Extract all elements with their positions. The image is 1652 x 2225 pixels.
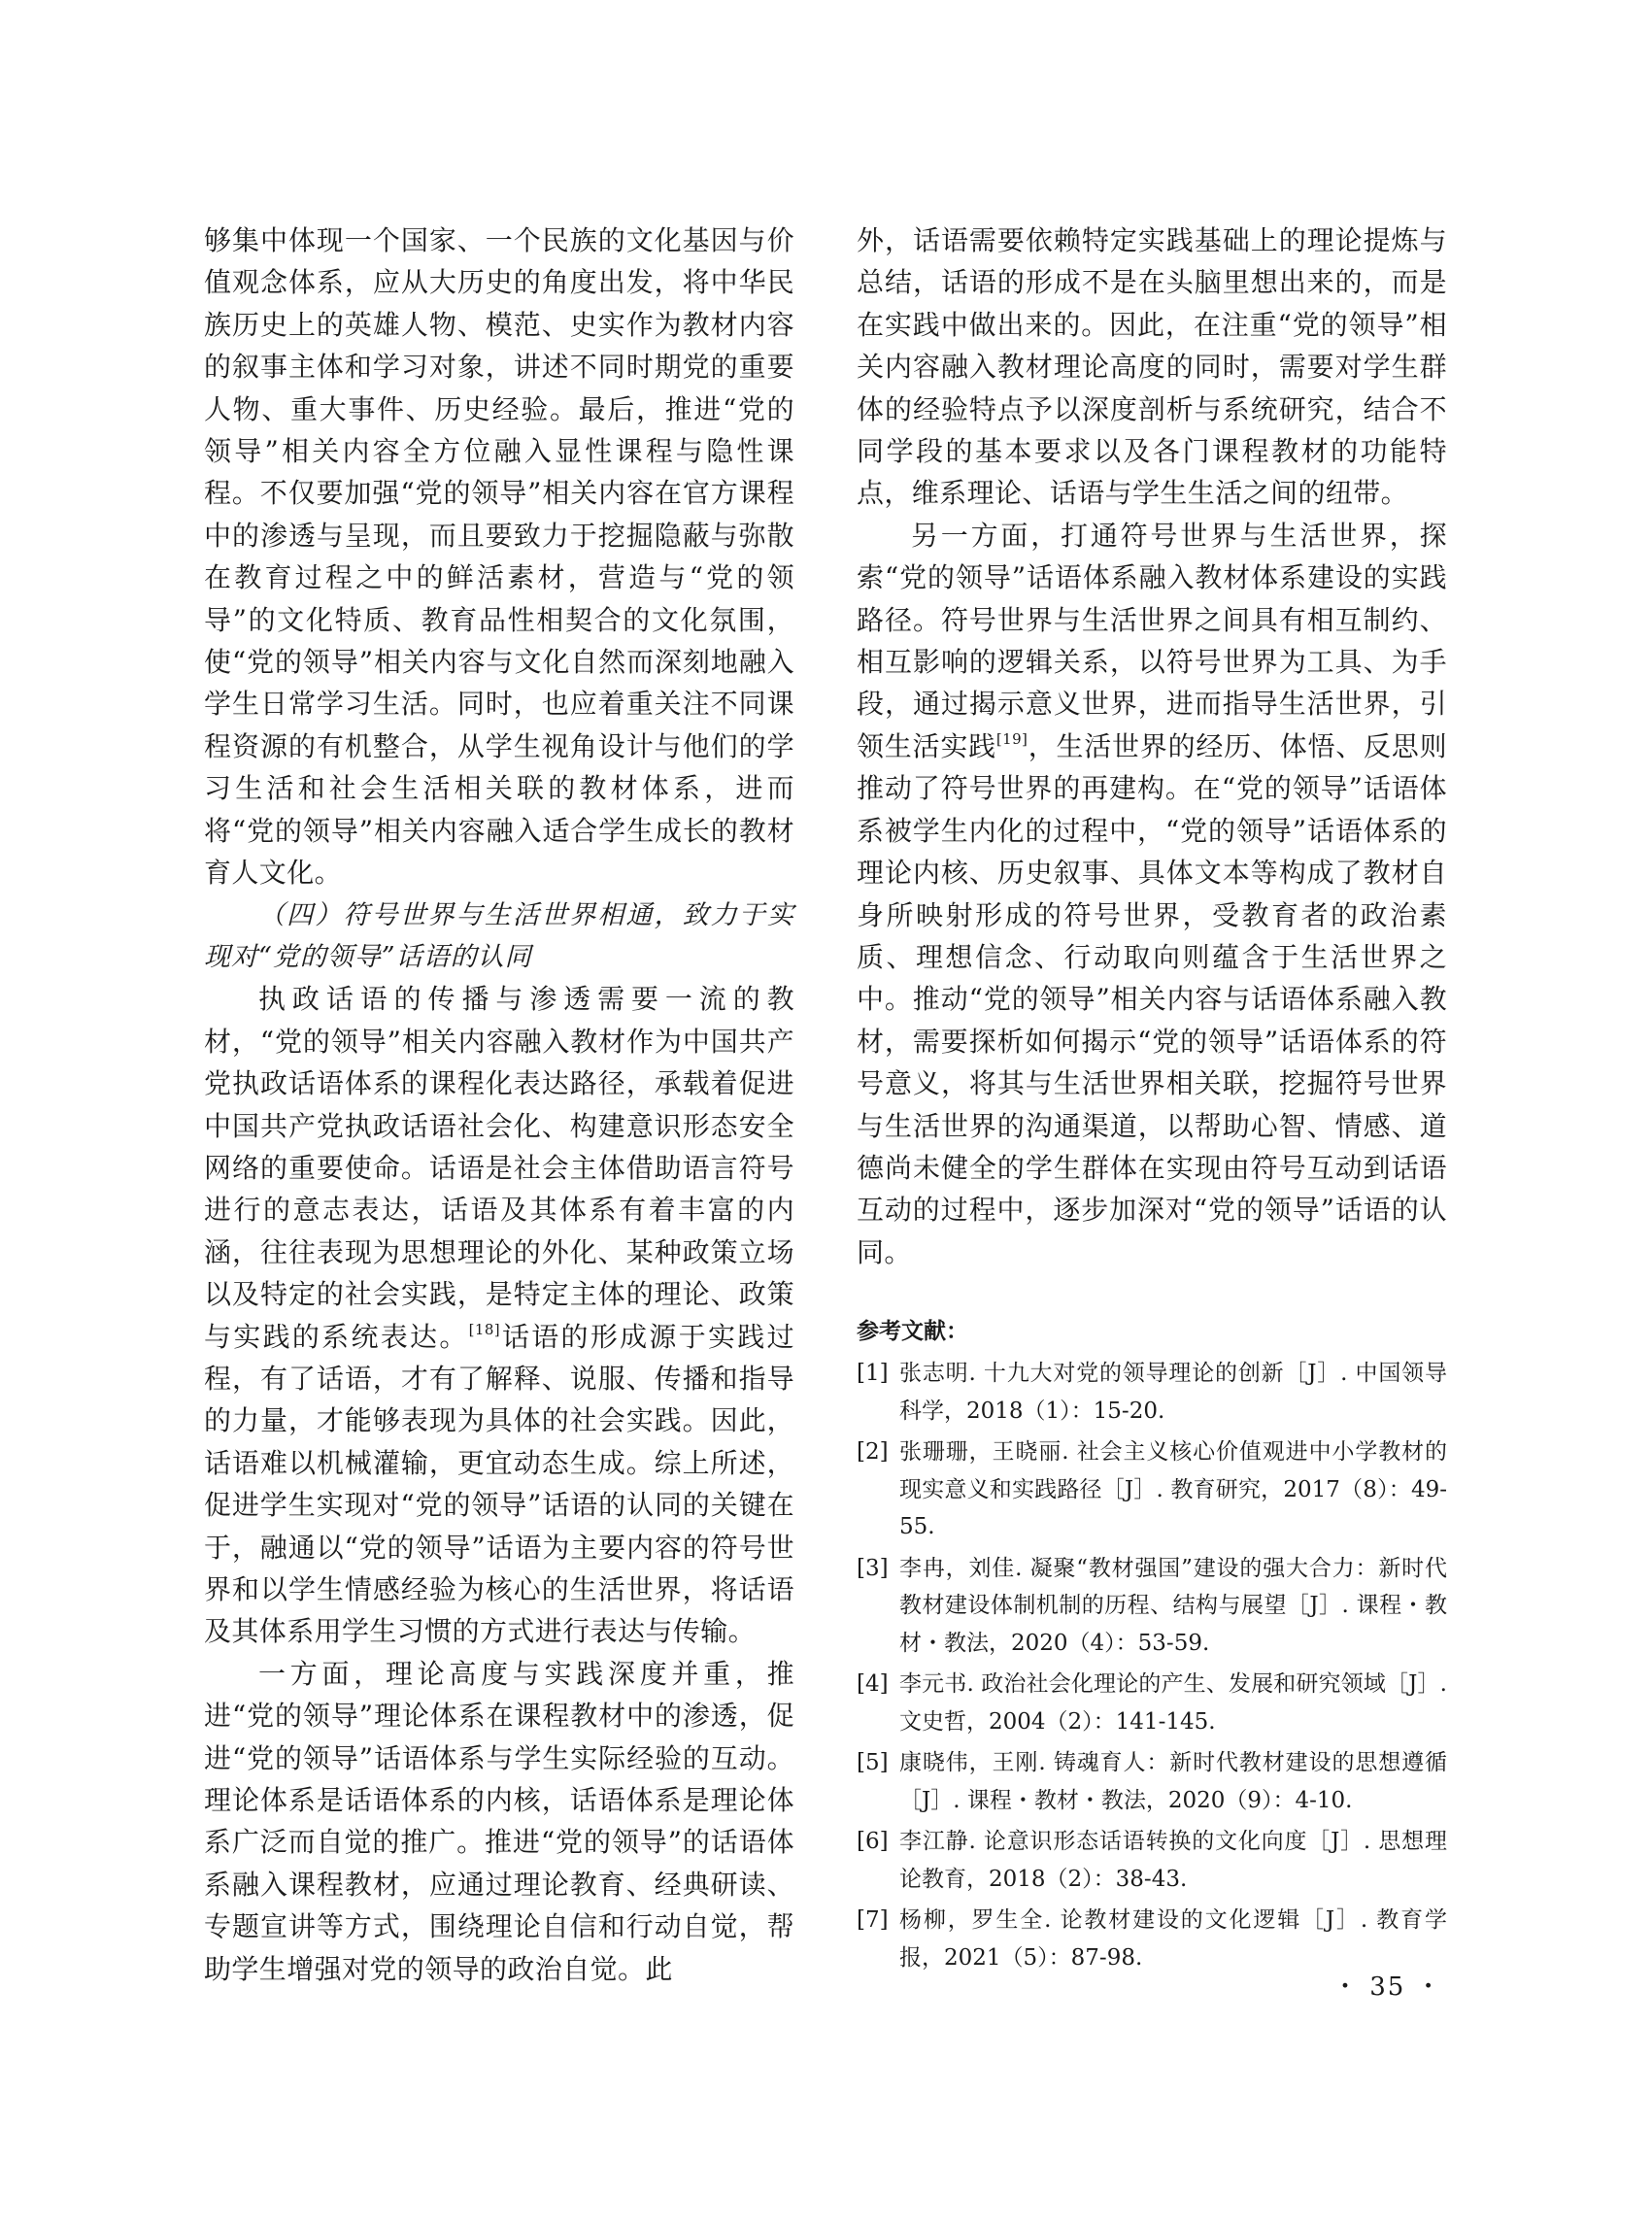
reference-text: 李冉，刘佳. 凝聚“教材强国”建设的强大合力：新时代教材建设体制机制的历程、结构与展望［J］. 课程・教材・教法，2020（4）：53-59. bbox=[899, 1555, 1447, 1656]
body-paragraph: 够集中体现一个国家、一个民族的文化基因与价值观念体系，应从大历史的角度出发，将中华民族历史上的英雄人物、模范、史实作为教材内容的叙事主体和学习对象，讲述不同时期党的重要人物、重大事件、历史经验。最后，推进“党的领导”相关内容全方位融入显性课程与隐性课程。不仅要加强“党的领导”相关内容在官方课程中的渗透与呈现，而且要致力于挖掘隐蔽与弥散在教育过程之中的鲜活素材，营造与“党的领导”的文化特质、教育品性相契合的文化氛围，使“党的领导”相关内容与文化自然而深刻地融入学生日常学习生活。同时，也应着重关注不同课程资源的有机整合，从学生视角设计与他们的学习生活和社会生活相关联的教材体系，进而将“党的领导”相关内容融入适合学生成长的教材育人文化。 bbox=[204, 224, 794, 890]
reference-item bbox=[857, 1902, 1447, 1976]
reference-text: 张志明. 十九大对党的领导理论的创新［J］. 中国领导科学，2018（1）：15-20. bbox=[899, 1361, 1447, 1424]
paragraph-text: 执政话语的传播与渗透需要一流的教材，“党的领导”相关内容融入教材作为中国共产党执政话语体系的课程化表达路径，承载着促进中国共产党执政话语社会化、构建意识形态安全网络的重要使命。话语是社会主体借助语言符号进行的意志表达，话语及其体系有着丰富的内涵，往往表现为思想理论的外化、某种政策立场以及特定的社会实践，是特定主体的理论、政策与实践的系统表达。 bbox=[204, 983, 794, 1353]
reference-item bbox=[857, 1433, 1447, 1546]
body-paragraph: 外，话语需要依赖特定实践基础上的理论提炼与总结，话语的形成不是在头脑里想出来的，而是在实践中做出来的。因此，在注重“党的领导”相关内容融入教材理论高度的同时，需要对学生群体的经验特点予以深度剖析与系统研究，结合不同学段的基本要求以及各门课程教材的功能特点，维系理论、话语与学生生活之间的纽带。 bbox=[857, 224, 1447, 510]
body-paragraph bbox=[857, 515, 1447, 1273]
references-heading: 参考文献： bbox=[857, 1319, 968, 1345]
reference-item bbox=[857, 1744, 1447, 1819]
reference-text: 康晓伟，王刚. 铸魂育人：新时代教材建设的思想遵循［J］. 课程・教材・教法，2020（9）：4-10. bbox=[899, 1750, 1447, 1813]
citation-marker: [19] bbox=[995, 729, 1028, 748]
reference-item bbox=[857, 1666, 1447, 1740]
reference-number: [2] bbox=[857, 1439, 889, 1466]
page-number: ・ 35 ・ bbox=[1332, 1972, 1443, 2002]
paragraph-text: 另一方面，打通符号世界与生活世界，探索“党的领导”话语体系融入教材体系建设的实践路径。符号世界与生活世界之间具有相互制约、相互影响的逻辑关系，以符号世界为工具、为手段，通过揭示意义世界，进而指导生活世界，引领生活实践 bbox=[857, 519, 1447, 762]
paragraph-text: ，生活世界的经历、体悟、反思则推动了符号世界的再建构。在“党的领导”话语体系被学生内化的过程中，“党的领导”话语体系的理论内核、历史叙事、具体文本等构成了教材自身所映射形成的符号世界，受教育者的政治素质、理想信念、行动取向则蕴含于生活世界之中。推动“党的领导”相关内容与话语体系融入教材，需要探析如何揭示“党的领导”话语体系的符号意义，将其与生活世界相关联，挖掘符号世界与生活世界的沟通渠道，以帮助心智、情感、道德尚未健全的学生群体在实现由符号互动到话语互动的过程中，逐步加深对“党的领导”话语的认同。 bbox=[857, 729, 1447, 1268]
citation-marker: [18] bbox=[468, 1320, 501, 1338]
section-subheading: （四）符号世界与生活世界相通，致力于实现对“党的领导”话语的认同 bbox=[204, 899, 794, 972]
reference-text: 杨柳，罗生全. 论教材建设的文化逻辑［J］. 教育学报，2021（5）：87-98. bbox=[899, 1907, 1447, 1971]
reference-text: 张珊珊，王晓丽. 社会主义核心价值观进中小学教材的现实意义和实践路径［J］. 教育研究，2017（8）：49-55. bbox=[899, 1439, 1447, 1540]
reference-text: 李元书. 政治社会化理论的产生、发展和研究领域［J］. 文史哲，2004（2）：141-145. bbox=[899, 1671, 1447, 1735]
reference-text: 李江静. 论意识形态话语转换的文化向度［J］. 思想理论教育，2018（2）：38-43. bbox=[899, 1829, 1447, 1892]
references-list bbox=[857, 1355, 1447, 1976]
right-column bbox=[857, 219, 1447, 1980]
reference-number: [5] bbox=[857, 1750, 889, 1776]
paragraph-text: 话语的形成源于实践过程，有了话语，才有了解释、说服、传播和指导的力量，才能够表现为具体的社会实践。因此，话语难以机械灌输，更宜动态生成。综上所述，促进学生实现对“党的领导”话语的认同的关键在于，融通以“党的领导”话语为主要内容的符号世界和以学生情感经验为核心的生活世界，将话语及其体系用学生习惯的方式进行表达与传输。 bbox=[204, 1320, 794, 1648]
body-paragraph: 一方面，理论高度与实践深度并重，推进“党的领导”理论体系在课程教材中的渗透，促进“党的领导”话语体系与学生实际经验的互动。理论体系是话语体系的内核，话语体系是理论体系广泛而自觉的推广。推进“党的领导”的话语体系融入课程教材，应通过理论教育、经典研读、专题宣讲等方式，围绕理论自信和行动自觉，帮助学生增强对党的领导的政治自觉。此 bbox=[204, 1657, 794, 1985]
body-paragraph bbox=[204, 978, 794, 1653]
reference-number: [6] bbox=[857, 1829, 889, 1855]
left-column bbox=[204, 219, 794, 1990]
reference-number: [3] bbox=[857, 1555, 889, 1581]
reference-number: [4] bbox=[857, 1671, 889, 1698]
reference-item bbox=[857, 1823, 1447, 1898]
reference-item bbox=[857, 1550, 1447, 1663]
reference-number: [1] bbox=[857, 1361, 889, 1387]
reference-number: [7] bbox=[857, 1907, 889, 1934]
reference-item bbox=[857, 1355, 1447, 1430]
